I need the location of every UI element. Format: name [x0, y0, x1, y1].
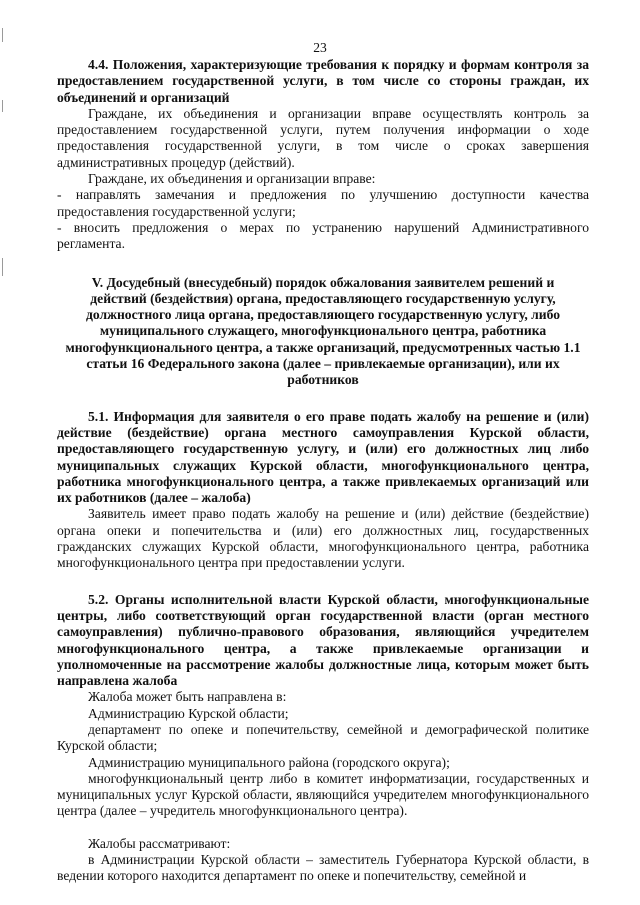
chapter-heading: V. Досудебный (внесудебный) порядок обжалования заявителем решений и действий (бездействия) органа, предоставляющего государственную услугу, должностного лица органа, предоставляющего государственную услугу, либо муниципального служащего, многофункционального центра, работника многофункционального центра, а также организаций, предусмотренных частью 1.1 статьи 16 Федерального закона (далее – привлекаемые организации), или их работников	[65, 274, 581, 388]
paragraph: Заявитель имеет право подать жалобу на решение и (или) действие (бездействие) органа опеки и попечительства и (или) его должностных лиц, государственных гражданских служащих Курской области, многофункционального центра, работника многофункционального центра при предоставлении услуги.	[57, 506, 589, 571]
section-4-4	[57, 57, 589, 253]
paragraph: Жалоба может быть направлена в:	[88, 689, 287, 705]
paragraph: Жалобы рассматривают:	[88, 835, 231, 851]
section-heading: 5.2. Органы исполнительной власти Курской области, многофункциональные центры, либо соответствующий орган государственной власти (орган местного самоуправления) публично-правового образования, являющийся учредителем многофункционального центра, а также привлекаемые организации и уполномоченные на рассмотрение жалобы должностные лица, которым может быть направлена жалоба	[57, 591, 589, 689]
section-5-1	[57, 409, 589, 572]
scan-margin-mark	[2, 258, 3, 276]
paragraph: Администрацию Курской области;	[88, 705, 289, 721]
section-5-2	[57, 592, 589, 885]
paragraph: в Администрации Курской области – заместитель Губернатора Курской области, в ведении которого находится департамент по опеке и попечительству, семейной и	[57, 852, 589, 884]
scan-margin-mark	[2, 100, 3, 112]
section-v	[57, 275, 589, 389]
section-heading: 4.4. Положения, характеризующие требования к порядку и формам контроля за предоставлением государственной услуги, в том числе со стороны граждан, их объединений и организаций	[57, 57, 589, 105]
paragraph: департамент по опеке и попечительству, семейной и демографической политике Курской области;	[57, 721, 589, 754]
paragraph: Администрацию муниципального района (городского округа);	[88, 754, 450, 770]
list-item: - направлять замечания и предложения по улучшению доступности качества предоставления государственной услуги;	[57, 187, 589, 219]
paragraph: Граждане, их объединения и организации вправе:	[88, 171, 376, 187]
paragraph: Граждане, их объединения и организации вправе осуществлять контроль за предоставлением государственной услуги, путем получения информации о ходе предоставления государственной услуги, в том числе о сроках завершения административных процедур (действий).	[57, 105, 589, 170]
document-body	[57, 57, 589, 885]
paragraph: многофункциональный центр либо в комитет информатизации, государственных и муниципальных услуг Курской области, являющийся учредителем многофункционального центра (далее – учредитель многофункционального центра).	[57, 770, 589, 819]
list-item: - вносить предложения о мерах по устранению нарушений Административного регламента.	[57, 219, 589, 252]
page-number: 23	[313, 40, 327, 55]
section-heading: 5.1. Информация для заявителя о его праве подать жалобу на решение и (или) действие (бездействие) органа местного самоуправления Курской области, предоставляющего государственную услугу, и (или) его должностных лиц либо муниципальных служащих Курской области, многофункционального центра, работника многофункционального центра, а также привлекаемых организаций или их работников (далее – жалоба)	[57, 408, 589, 506]
